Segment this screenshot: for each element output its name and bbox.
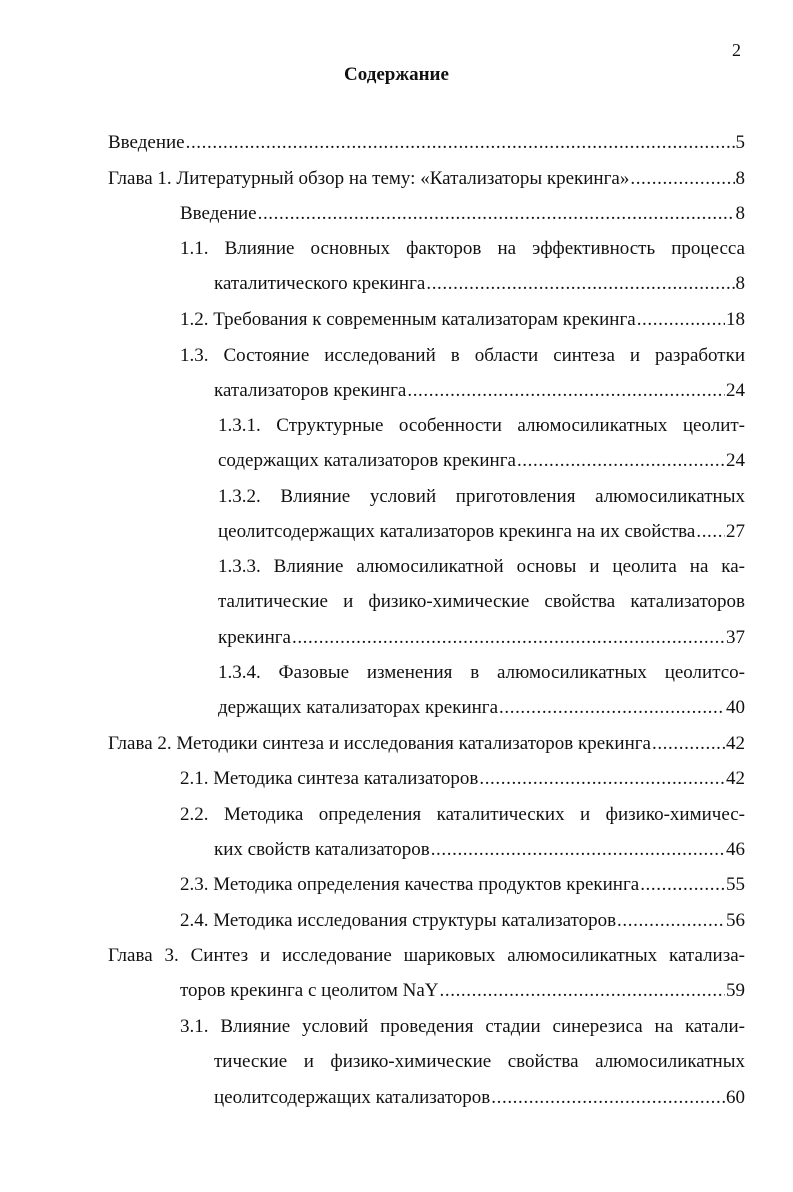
toc-entry-intro[interactable] [108, 131, 745, 155]
dot-leader [186, 131, 735, 155]
toc-entry-s1-1-line-2[interactable] [214, 272, 745, 296]
toc-page-number: 18 [726, 309, 745, 330]
toc-entry-s3-1-line-1 [180, 1015, 745, 1039]
toc-entry-s1-1-line-1 [180, 237, 745, 261]
toc-entry-text: 1.3.2. Влияние условий приготовления алюмосиликатных [218, 486, 745, 507]
toc-page-number: 5 [735, 132, 745, 153]
toc-entry-text: 1.3.1. Структурные особенности алюмосиликатных цеолит- [218, 415, 745, 436]
dot-leader [479, 767, 725, 791]
toc-entry-s2-1[interactable] [180, 767, 745, 791]
toc-entry-text: 1.3.4. Фазовые изменения в алюмосиликатных цеолитсо- [218, 662, 745, 683]
dot-leader [258, 202, 735, 226]
toc-entry-text: тические и физико-химические свойства алюмосиликатных [214, 1051, 745, 1073]
toc-entry-s2-4[interactable] [180, 909, 745, 933]
toc-page-number: 8 [735, 203, 745, 224]
toc-entry-s1-3-3-line-1 [218, 555, 745, 579]
toc-entry-text: 2.2. Методика определения каталитических и физико-химичес- [180, 804, 745, 825]
toc-entry-text: каталитического крекинга [214, 273, 426, 295]
toc-entry-ch3-line-1 [108, 944, 745, 968]
dot-leader [499, 696, 725, 720]
toc-entry-text: талитические и физико-химические свойства катализаторов [218, 591, 745, 613]
toc-entry-s3-1-line-3[interactable] [214, 1086, 745, 1110]
toc-entry-text: 3.1. Влияние условий проведения стадии синерезиса на катали- [180, 1016, 745, 1037]
toc-entry-s2-3[interactable] [180, 873, 745, 897]
toc-entry-s1-3-1-line-1 [218, 414, 745, 438]
toc-page-number: 8 [735, 168, 745, 189]
toc-entry-s1-3-4-line-2[interactable] [218, 696, 745, 720]
toc-entry-s1-3-2-line-2[interactable] [218, 520, 745, 544]
toc-entry-s1-3-2-line-1 [218, 485, 745, 509]
toc-page-number: 24 [726, 450, 745, 472]
toc-entry-text: Введение [180, 203, 257, 224]
toc-entry-text: Глава 1. Литературный обзор на тему: «Катализаторы крекинга» [108, 168, 630, 189]
dot-leader [407, 379, 725, 403]
dot-leader [652, 732, 725, 756]
toc-page-number: 8 [735, 273, 745, 295]
toc-page-number: 40 [726, 697, 745, 719]
dot-leader [426, 272, 734, 296]
dot-leader [696, 520, 725, 544]
toc-entry-s1-3-line-1 [180, 344, 745, 368]
toc-entry-text: содержащих катализаторов крекинга [218, 450, 516, 472]
toc-entry-text: цеолитсодержащих катализаторов [214, 1086, 491, 1108]
toc-entry-text: 2.4. Методика исследования структуры катализаторов [180, 910, 617, 931]
toc-page-number: 27 [726, 521, 745, 543]
toc-entry-s1-3-line-2[interactable] [214, 379, 745, 403]
toc-page-number: 42 [726, 768, 745, 789]
dot-leader [431, 838, 725, 862]
toc-entry-text: 2.1. Методика синтеза катализаторов [180, 768, 479, 789]
toc-entry-text: Глава 3. Синтез и исследование шариковых алюмосиликатных катализа- [108, 945, 745, 966]
toc-entry-text: Глава 2. Методики синтеза и исследования катализаторов крекинга [108, 733, 651, 754]
toc-entry-s3-1-line-2 [214, 1050, 745, 1074]
toc-entry-s1-3-1-line-2[interactable] [218, 449, 745, 473]
toc-entry-text: катализаторов крекинга [214, 380, 407, 402]
toc-entry-s1-3-3-line-2 [218, 590, 745, 614]
toc-entry-text: 2.3. Методика определения качества продуктов крекинга [180, 874, 640, 895]
toc-entry-ch3-line-2[interactable] [180, 979, 745, 1003]
toc-entry-text: цеолитсодержащих катализаторов крекинга на их свойства [218, 521, 696, 543]
toc-entry-text: торов крекинга с цеолитом NaY [180, 980, 439, 1002]
toc-entry-s1-3-4-line-1 [218, 661, 745, 685]
toc-page-number: 59 [726, 980, 745, 1002]
toc-entry-text: 1.3.3. Влияние алюмосиликатной основы и цеолита на ка- [218, 556, 745, 577]
toc-entry-ch1-intro[interactable] [180, 202, 745, 226]
dot-leader [640, 873, 725, 897]
toc-entry-text: 1.1. Влияние основных факторов на эффективность процесса [180, 238, 745, 259]
page-number: 2 [732, 40, 741, 60]
toc-page-number: 46 [726, 839, 745, 861]
dot-leader [491, 1086, 725, 1110]
toc-page-number: 55 [726, 874, 745, 895]
toc-entry-s2-2-line-2[interactable] [214, 838, 745, 862]
toc-entry-text: 1.3. Состояние исследований в области синтеза и разработки [180, 345, 745, 366]
toc-entry-text: крекинга [218, 626, 291, 648]
toc-entry-s1-3-3-line-3[interactable] [218, 626, 745, 650]
toc-entry-ch2[interactable] [108, 732, 745, 756]
toc-entry-text: 1.2. Требования к современным катализаторам крекинга [180, 309, 636, 330]
dot-leader [292, 626, 725, 650]
toc-entry-text: держащих катализаторах крекинга [218, 697, 499, 719]
toc-page-number: 37 [726, 626, 745, 648]
dot-leader [617, 909, 725, 933]
dot-leader [630, 167, 734, 191]
toc-entry-s1-2[interactable] [180, 308, 745, 332]
toc-entry-text: Введение [108, 132, 185, 153]
toc-entry-text: ких свойств катализаторов [214, 839, 430, 861]
dot-leader [637, 308, 725, 332]
dot-leader [517, 449, 725, 473]
dot-leader [440, 979, 725, 1003]
toc-page-number: 24 [726, 380, 745, 402]
toc-entry-ch1[interactable] [108, 167, 745, 191]
page-title: Содержание [344, 64, 449, 85]
toc-entry-s2-2-line-1 [180, 803, 745, 827]
toc-page-number: 42 [726, 733, 745, 754]
toc-page-number: 56 [726, 910, 745, 931]
toc-page-number: 60 [726, 1086, 745, 1108]
